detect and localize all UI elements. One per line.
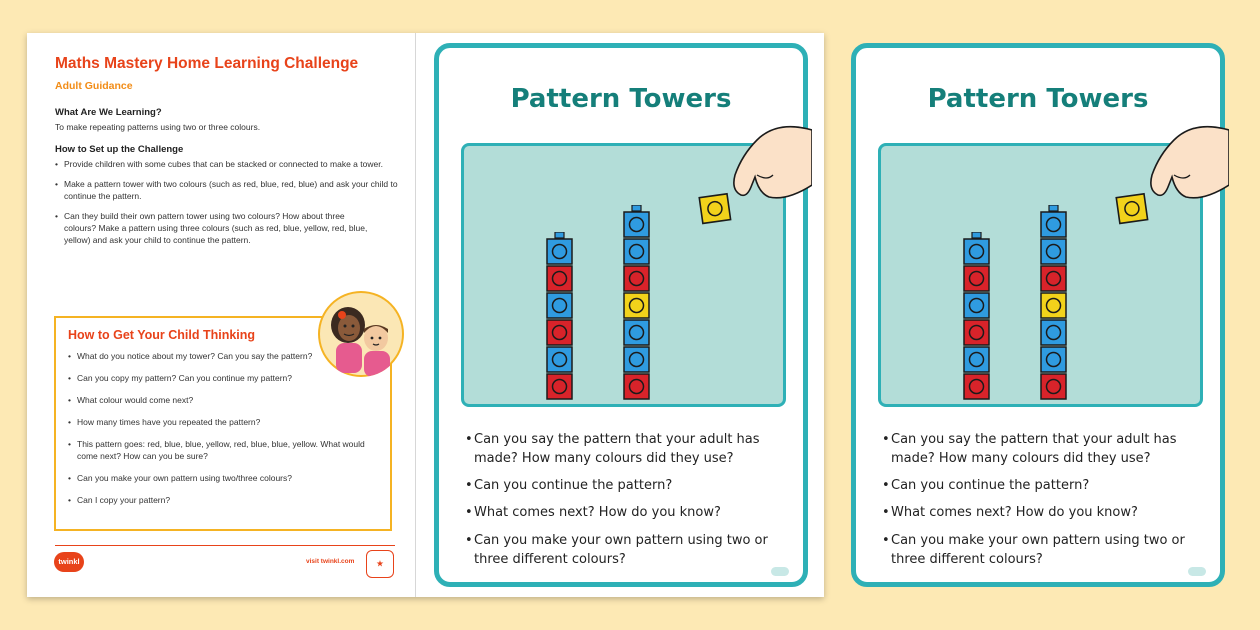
cube-held [699, 194, 730, 224]
setup-item: • Can they build their own pattern tower using two colours? How about three colours? Make a pattern using three colours (such as red, blue, yellow, red, blue, yellow) and ask your child to continue the pattern. [55, 210, 400, 246]
cube-yellow [1041, 293, 1066, 318]
hand-holding-cube-icon [1114, 115, 1229, 235]
tower-two-colours [963, 232, 990, 405]
cube-red [547, 320, 572, 345]
question-item: • Can you say the pattern that your adult has made? How many colours did they use? [466, 430, 786, 468]
tower-three-colours [623, 205, 650, 405]
guidance-content [55, 55, 400, 254]
cube-blue [964, 239, 989, 264]
thinking-item: • Can you copy my pattern? Can you continue my pattern? [68, 372, 378, 384]
cube-blue [547, 347, 572, 372]
cube-red [624, 266, 649, 291]
thinking-item: • Can I copy your pattern? [68, 494, 378, 506]
thinking-heading: How to Get Your Child Thinking [68, 328, 256, 342]
cube-blue [1041, 212, 1066, 237]
thinking-item: • What colour would come next? [68, 394, 378, 406]
cube-red [964, 266, 989, 291]
question-item: • Can you continue the pattern? [466, 476, 786, 495]
setup-heading: How to Set up the Challenge [55, 144, 184, 155]
children-illustration [318, 291, 404, 377]
question-item: • Can you say the pattern that your adult has made? How many colours did they use? [883, 430, 1203, 468]
thinking-item: • Can you make your own pattern using two/three colours? [68, 472, 378, 484]
footer-url: visit twinkl.com [306, 558, 355, 565]
cube-blue [624, 212, 649, 237]
cube-blue [624, 347, 649, 372]
card-footer-logo [771, 567, 789, 576]
twinkl-logo: twinkl [54, 552, 84, 572]
learning-heading: What Are We Learning? [55, 107, 162, 118]
cube-blue [964, 347, 989, 372]
page-fold-line [415, 33, 416, 597]
setup-list [55, 158, 400, 246]
cube-blue [1041, 239, 1066, 264]
cube-red [964, 320, 989, 345]
question-item: • Can you make your own pattern using two or three different colours? [883, 531, 1203, 569]
cube-held [1116, 194, 1147, 224]
footer-divider [55, 545, 395, 546]
cube-blue [1041, 320, 1066, 345]
cube-blue [547, 239, 572, 264]
cube-blue [1041, 347, 1066, 372]
thinking-item: • What do you notice about my tower? Can you say the pattern? [68, 350, 378, 362]
cube-red [964, 374, 989, 399]
cube-red [624, 374, 649, 399]
hand-holding-cube-icon [697, 115, 812, 235]
card-title: Pattern Towers [927, 84, 1149, 114]
question-item: • Can you make your own pattern using two or three different colours? [466, 531, 786, 569]
cube-red [547, 374, 572, 399]
thinking-item: • This pattern goes: red, blue, blue, yellow, red, blue, blue, yellow. What would come next? How can you be sure? [68, 438, 378, 462]
guidance-title: Maths Mastery Home Learning Challenge [55, 55, 359, 72]
question-item: • What comes next? How do you know? [883, 503, 1203, 522]
tower-three-colours [1040, 205, 1067, 405]
cube-blue [547, 293, 572, 318]
cube-blue [624, 320, 649, 345]
setup-item: • Make a pattern tower with two colours (such as red, blue, red, blue) and ask your child to continue the pattern. [55, 178, 400, 202]
cube-blue [964, 293, 989, 318]
learning-text: To make repeating patterns using two or three colours. [55, 122, 261, 132]
question-item: • Can you continue the pattern? [883, 476, 1203, 495]
cube-red [547, 266, 572, 291]
question-item: • What comes next? How do you know? [466, 503, 786, 522]
card-title: Pattern Towers [510, 84, 732, 114]
cube-red [1041, 374, 1066, 399]
footer-badge-icon: ★ [366, 550, 394, 578]
guidance-subtitle: Adult Guidance [55, 80, 133, 92]
thinking-item: • How many times have you repeated the pattern? [68, 416, 378, 428]
activity-card [434, 43, 808, 587]
setup-item: • Provide children with some cubes that can be stacked or connected to make a tower. [55, 158, 400, 170]
thinking-list [68, 350, 378, 506]
card-footer-logo [1188, 567, 1206, 576]
cube-blue [624, 239, 649, 264]
cube-red [1041, 266, 1066, 291]
activity-card [851, 43, 1225, 587]
cube-yellow [624, 293, 649, 318]
tower-two-colours [546, 232, 573, 405]
